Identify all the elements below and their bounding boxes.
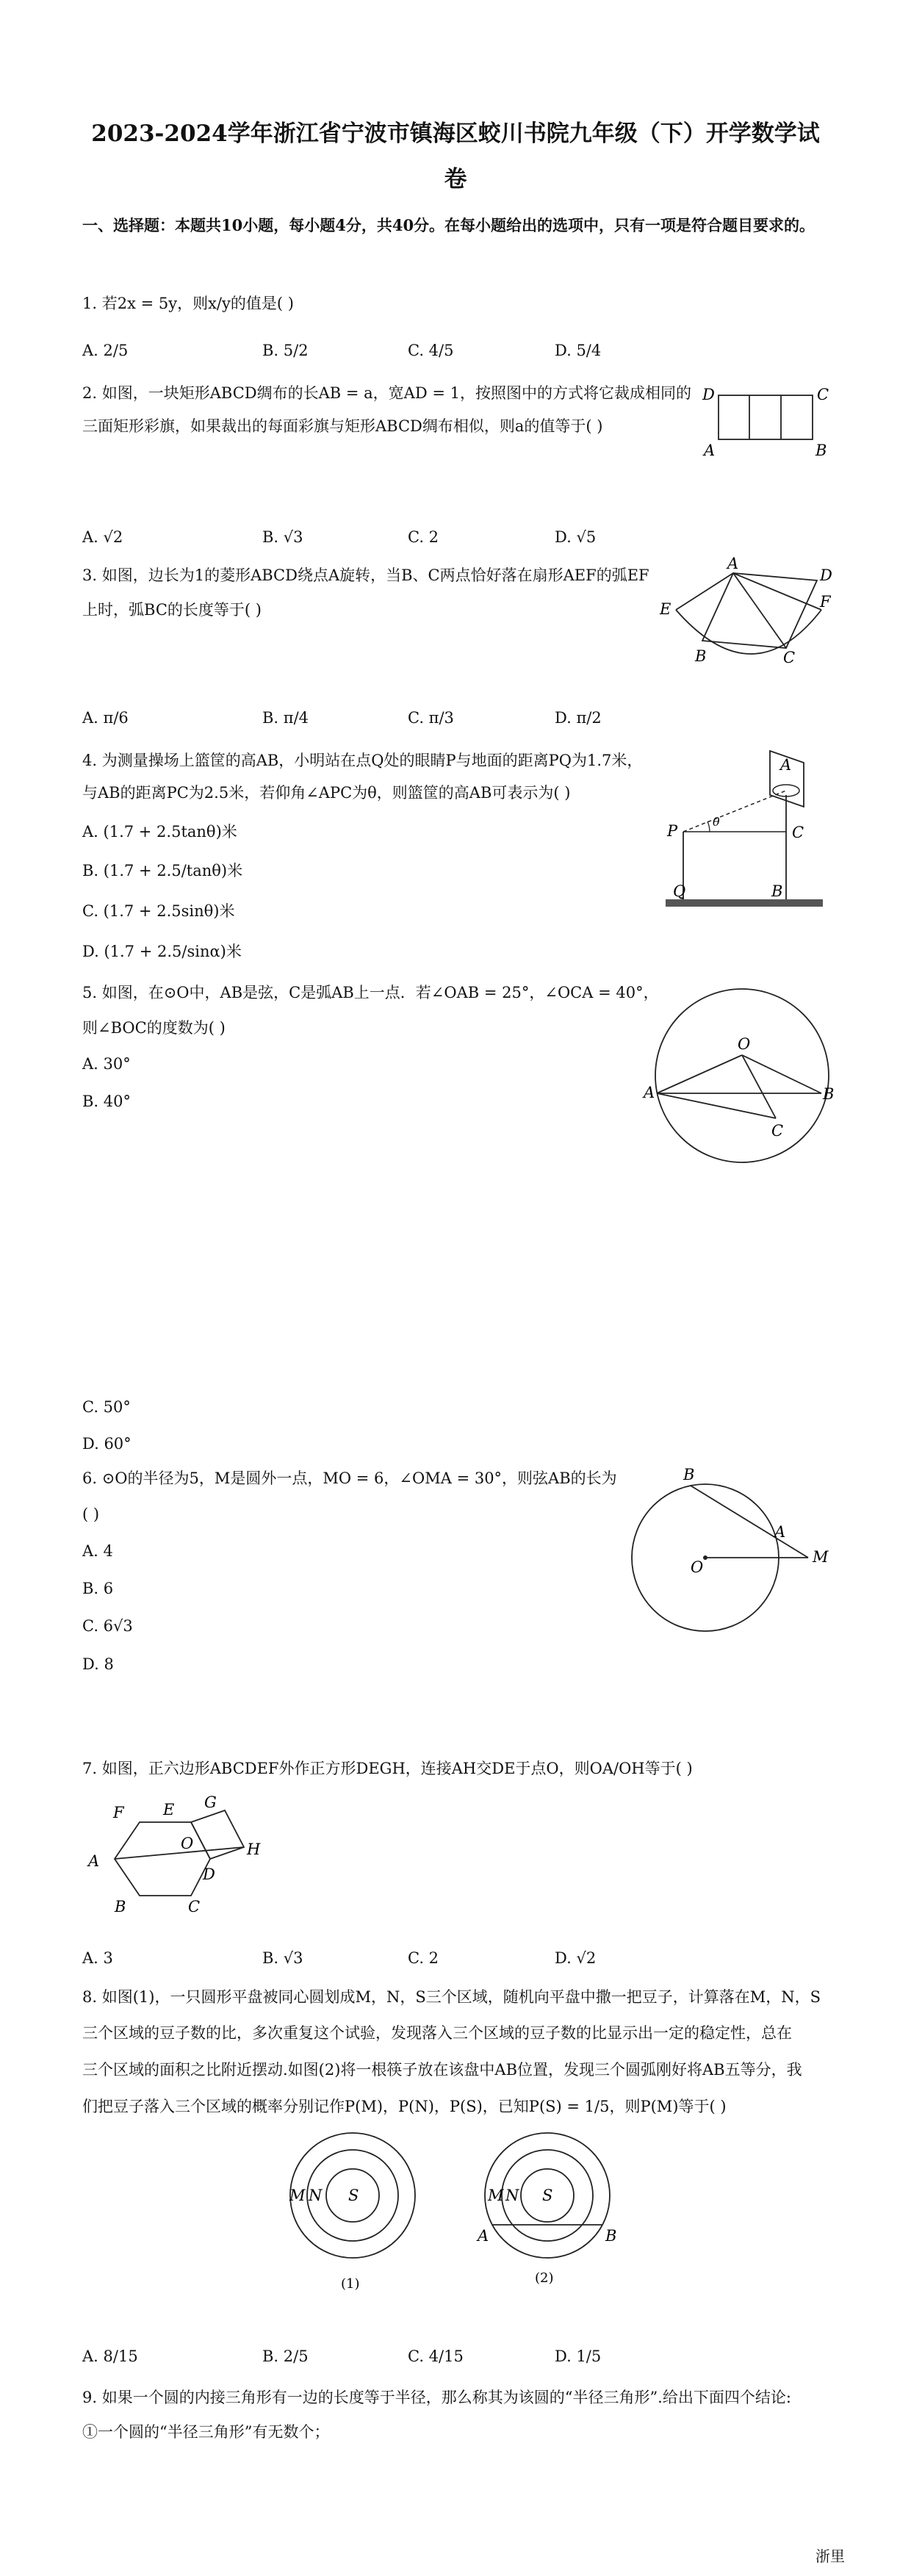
q7-label-o: O [181, 1835, 194, 1852]
q2-option-d: D. √5 [555, 528, 597, 546]
q1-stem: 1. 若2x = 5y，则x/y的值是( ) [82, 295, 294, 312]
q8-option-c: C. 4/15 [408, 2347, 464, 2365]
q8-option-b: B. 2/5 [262, 2347, 309, 2365]
q3-label-b: B [695, 647, 707, 665]
q8-stem-line3: 三个区域的面积之比附近摆动.如图(2)将一根筷子放在该盘中AB位置，发现三个圆弧刚好将AB五等分，我 [82, 2061, 802, 2079]
q1-option-b: B. 5/2 [262, 342, 309, 359]
q5-stem-line2: 则∠BOC的度数为( ) [82, 1019, 226, 1037]
q6-label-b: B [683, 1466, 695, 1483]
q9-stem-line2: ①一个圆的“半径三角形”有无数个； [82, 2423, 330, 2441]
q2-stem-line2: 三面矩形彩旗，如果裁出的每面彩旗与矩形ABCD绸布相似，则a的值等于( ) [82, 417, 603, 435]
q5-option-a: A. 30° [82, 1055, 131, 1073]
q4-stem-line1: 4. 为测量操场上篮筐的高AB，小明站在点Q处的眼睛P与地面的距离PQ为1.7米， [82, 752, 643, 769]
q5-option-c: C. 50° [82, 1398, 131, 1416]
q4-label-c: C [792, 824, 804, 841]
q8-fig1-caption: (1) [341, 2276, 360, 2292]
q5-label-a: A [644, 1084, 655, 1101]
page-title-line1: 2023-2024学年浙江省宁波市镇海区蛟川书院九年级（下）开学数学试 [91, 120, 820, 147]
q6-option-d: D. 8 [82, 1655, 114, 1673]
footer-watermark: 浙里 [815, 2547, 845, 2565]
q3-label-a: A [727, 555, 739, 572]
q6-stem-line2: ( ) [82, 1505, 100, 1523]
q4-basketball-hoop-figure [654, 749, 830, 911]
q7-label-f: F [113, 1804, 124, 1821]
q5-label-o: O [738, 1035, 751, 1053]
q8-concentric-circles-figure [279, 2131, 632, 2300]
q7-option-b: B. √3 [262, 1949, 303, 1967]
q3-rhombus-sector-figure [647, 555, 838, 669]
q4-label-b: B [771, 882, 783, 900]
q6-option-c: C. 6√3 [82, 1617, 133, 1635]
q2-label-a: A [704, 442, 716, 459]
q4-option-d: D. (1.7 + 2.5/sinα)米 [82, 943, 242, 960]
q8-fig2-label-s: S [542, 2187, 553, 2204]
q3-label-d: D [820, 566, 832, 584]
q2-label-c: C [817, 386, 829, 403]
q8-fig1-label-s: S [348, 2187, 359, 2204]
q8-fig2-caption: (2) [535, 2270, 554, 2286]
q3-stem-line1: 3. 如图，边长为1的菱形ABCD绕点A旋转，当B、C两点恰好落在扇形AEF的弧EF [82, 566, 649, 584]
q3-label-f: F [820, 593, 831, 611]
q5-option-d: D. 60° [82, 1435, 132, 1453]
q3-option-c: C. π/3 [408, 709, 454, 727]
q7-label-b: B [115, 1898, 126, 1915]
q3-label-e: E [660, 600, 671, 618]
q8-stem-line2: 三个区域的豆子数的比，多次重复这个试验，发现落入三个区域的豆子数的比显示出一定的稳定性，总在 [82, 2024, 792, 2042]
q8-stem-line1: 8. 如图(1)，一只圆形平盘被同心圆划成M，N，S三个区域，随机向平盘中撒一把豆子，计算落在M，N，S [82, 1988, 821, 2006]
q6-option-b: B. 6 [82, 1580, 114, 1597]
q5-option-b: B. 40° [82, 1093, 132, 1110]
q2-option-c: C. 2 [408, 528, 439, 546]
q3-option-a: A. π/6 [82, 709, 129, 727]
q8-stem-line4: 们把豆子落入三个区域的概率分别记作P(M)，P(N)，P(S)，已知P(S) = 1/5，则P(M)等于( ) [82, 2098, 727, 2115]
q4-option-c: C. (1.7 + 2.5sinθ)米 [82, 902, 235, 920]
q3-option-d: D. π/2 [555, 709, 602, 727]
q4-label-p: P [667, 822, 678, 840]
q8-fig2-label-a: A [478, 2227, 489, 2245]
q5-circle-figure [644, 982, 838, 1173]
q4-label-theta: θ [713, 815, 720, 829]
q7-label-d: D [203, 1866, 215, 1883]
q2-stem-line1: 2. 如图，一块矩形ABCD绸布的长AB = a，宽AD = 1，按照图中的方式将它裁成相同的 [82, 384, 691, 402]
q4-option-b: B. (1.7 + 2.5/tanθ)米 [82, 862, 243, 879]
q8-fig2-label-m: M [488, 2187, 504, 2204]
q1-option-a: A. 2/5 [82, 342, 129, 359]
q1-option-c: C. 4/5 [408, 342, 454, 359]
q8-fig1-label-m: M [289, 2187, 306, 2204]
q2-label-d: D [702, 386, 715, 403]
q9-stem-line1: 9. 如果一个圆的内接三角形有一边的长度等于半径，那么称其为该圆的“半径三角形”.给出下面四个结论: [82, 2389, 791, 2406]
q7-option-a: A. 3 [82, 1949, 113, 1967]
q6-label-o: O [691, 1558, 704, 1576]
q5-stem-line1: 5. 如图，在⊙O中，AB是弦，C是弧AB上一点．若∠OAB = 25°，∠OCA = 40°， [82, 984, 659, 1001]
q7-label-e: E [163, 1801, 175, 1818]
q7-hexagon-square-figure [82, 1793, 266, 1925]
q3-stem-line2: 上时，弧BC的长度等于( ) [82, 601, 262, 619]
q7-option-d: D. √2 [555, 1949, 597, 1967]
q2-option-b: B. √3 [262, 528, 303, 546]
q5-label-c: C [771, 1122, 784, 1140]
q2-rectangle-figure [698, 382, 838, 463]
q3-option-b: B. π/4 [262, 709, 309, 727]
q8-fig1-label-n: N [309, 2187, 323, 2204]
q7-option-c: C. 2 [408, 1949, 439, 1967]
q4-label-a: A [780, 756, 792, 774]
q7-label-a: A [88, 1852, 100, 1870]
q8-option-d: D. 1/5 [555, 2347, 602, 2365]
q7-label-h: H [247, 1841, 261, 1858]
q7-label-g: G [204, 1794, 217, 1811]
q2-option-a: A. √2 [82, 528, 123, 546]
q5-label-b: B [823, 1085, 835, 1103]
q4-option-a: A. (1.7 + 2.5tanθ)米 [82, 823, 237, 841]
q7-stem: 7. 如图，正六边形ABCDEF外作正方形DEGH，连接AH交DE于点O，则OA/OH等于( ) [82, 1760, 693, 1777]
q6-option-a: A. 4 [82, 1542, 113, 1560]
q8-fig2-label-n: N [505, 2187, 519, 2204]
section-heading: 一、选择题：本题共10小题，每小题4分，共40分。在每小题给出的选项中，只有一项是符合题目要求的。 [82, 216, 815, 234]
q3-label-c: C [783, 649, 796, 666]
q2-label-b: B [815, 442, 827, 459]
q6-circle-figure [632, 1466, 838, 1646]
q6-label-a: A [774, 1523, 786, 1541]
q8-option-a: A. 8/15 [82, 2347, 138, 2365]
page-title-line2: 卷 [444, 166, 467, 193]
q4-label-q: Q [673, 882, 686, 900]
q7-label-c: C [188, 1898, 201, 1915]
q6-stem-line1: 6. ⊙O的半径为5，M是圆外一点，MO = 6，∠OMA = 30°，则弦AB的长为 [82, 1469, 617, 1487]
q1-option-d: D. 5/4 [555, 342, 602, 359]
q6-label-m: M [813, 1548, 829, 1566]
q4-stem-line2: 与AB的距离PC为2.5米，若仰角∠APC为θ，则篮筐的高AB可表示为( ) [82, 784, 571, 802]
q8-fig2-label-b: B [605, 2227, 617, 2245]
